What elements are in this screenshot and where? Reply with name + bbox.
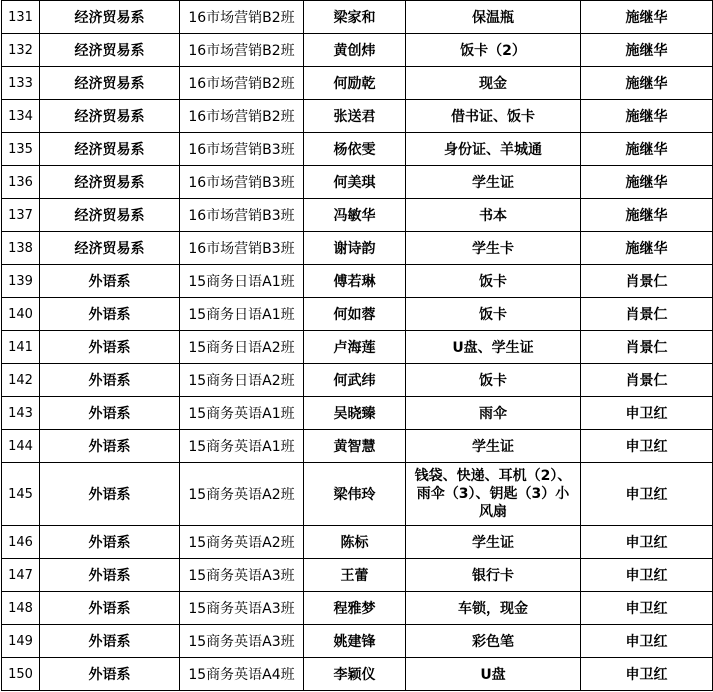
class-cell: 15商务英语A2班	[180, 526, 304, 559]
class-cell: 15商务英语A1班	[180, 397, 304, 430]
student-name-cell: 黄智慧	[304, 430, 406, 463]
teacher-cell: 肖景仁	[581, 265, 713, 298]
student-name-cell: 吴晓臻	[304, 397, 406, 430]
table-row	[2, 364, 713, 397]
department-cell: 外语系	[40, 526, 180, 559]
student-name-cell: 李颖仪	[304, 658, 406, 691]
class-cell: 16市场营销B2班	[180, 67, 304, 100]
lost-item-cell: 借书证、饭卡	[406, 100, 581, 133]
table-row	[2, 658, 713, 691]
table-row	[2, 430, 713, 463]
department-cell: 经济贸易系	[40, 166, 180, 199]
student-name-cell: 梁家和	[304, 1, 406, 34]
row-number-cell: 132	[2, 34, 40, 67]
lost-item-cell: 学生证	[406, 166, 581, 199]
class-cell: 15商务日语A1班	[180, 298, 304, 331]
student-name-cell: 程雅梦	[304, 592, 406, 625]
table-row	[2, 526, 713, 559]
lost-items-table	[1, 0, 713, 691]
lost-item-cell: 学生证	[406, 526, 581, 559]
class-cell: 15商务英语A3班	[180, 592, 304, 625]
teacher-cell: 肖景仁	[581, 331, 713, 364]
department-cell: 经济贸易系	[40, 100, 180, 133]
row-number-cell: 135	[2, 133, 40, 166]
teacher-cell: 申卫红	[581, 526, 713, 559]
row-number-cell: 137	[2, 199, 40, 232]
student-name-cell: 何励乾	[304, 67, 406, 100]
department-cell: 经济贸易系	[40, 34, 180, 67]
table-row	[2, 559, 713, 592]
row-number-cell: 134	[2, 100, 40, 133]
lost-item-cell: 彩色笔	[406, 625, 581, 658]
teacher-cell: 施继华	[581, 100, 713, 133]
row-number-cell: 144	[2, 430, 40, 463]
class-cell: 16市场营销B3班	[180, 166, 304, 199]
lost-item-cell: 现金	[406, 67, 581, 100]
lost-item-cell: 保温瓶	[406, 1, 581, 34]
table-row	[2, 1, 713, 34]
class-cell: 16市场营销B2班	[180, 1, 304, 34]
teacher-cell: 施继华	[581, 232, 713, 265]
student-name-cell: 陈标	[304, 526, 406, 559]
student-name-cell: 何美琪	[304, 166, 406, 199]
department-cell: 经济贸易系	[40, 1, 180, 34]
row-number-cell: 139	[2, 265, 40, 298]
teacher-cell: 申卫红	[581, 559, 713, 592]
department-cell: 外语系	[40, 625, 180, 658]
lost-item-cell: 银行卡	[406, 559, 581, 592]
table-row	[2, 265, 713, 298]
teacher-cell: 施继华	[581, 1, 713, 34]
row-number-cell: 147	[2, 559, 40, 592]
lost-item-cell: 雨伞	[406, 397, 581, 430]
department-cell: 外语系	[40, 463, 180, 526]
class-cell: 16市场营销B2班	[180, 100, 304, 133]
student-name-cell: 张送君	[304, 100, 406, 133]
lost-item-cell: U盘、学生证	[406, 331, 581, 364]
department-cell: 外语系	[40, 430, 180, 463]
lost-item-cell: 钱袋、快递、耳机（2）、雨伞（3）、钥匙（3）小风扇	[406, 463, 581, 526]
student-name-cell: 傅若琳	[304, 265, 406, 298]
table-row	[2, 166, 713, 199]
class-cell: 15商务英语A4班	[180, 658, 304, 691]
row-number-cell: 149	[2, 625, 40, 658]
row-number-cell: 138	[2, 232, 40, 265]
department-cell: 外语系	[40, 592, 180, 625]
student-name-cell: 姚建锋	[304, 625, 406, 658]
table-row	[2, 67, 713, 100]
class-cell: 15商务日语A1班	[180, 265, 304, 298]
lost-item-cell: 饭卡	[406, 364, 581, 397]
row-number-cell: 148	[2, 592, 40, 625]
table-row	[2, 199, 713, 232]
table-row	[2, 625, 713, 658]
student-name-cell: 王蕾	[304, 559, 406, 592]
department-cell: 经济贸易系	[40, 199, 180, 232]
lost-item-cell: 学生证	[406, 430, 581, 463]
row-number-cell: 145	[2, 463, 40, 526]
lost-item-cell: 车锁，现金	[406, 592, 581, 625]
student-name-cell: 梁伟玲	[304, 463, 406, 526]
teacher-cell: 申卫红	[581, 625, 713, 658]
student-name-cell: 卢海莲	[304, 331, 406, 364]
class-cell: 15商务日语A2班	[180, 364, 304, 397]
class-cell: 16市场营销B3班	[180, 133, 304, 166]
lost-item-cell: 身份证、羊城通	[406, 133, 581, 166]
teacher-cell: 施继华	[581, 67, 713, 100]
class-cell: 16市场营销B3班	[180, 232, 304, 265]
row-number-cell: 141	[2, 331, 40, 364]
teacher-cell: 申卫红	[581, 592, 713, 625]
table-row	[2, 592, 713, 625]
department-cell: 外语系	[40, 364, 180, 397]
teacher-cell: 施继华	[581, 34, 713, 67]
lost-item-cell: 饭卡	[406, 298, 581, 331]
student-name-cell: 黄创炜	[304, 34, 406, 67]
department-cell: 外语系	[40, 397, 180, 430]
class-cell: 15商务英语A1班	[180, 430, 304, 463]
row-number-cell: 140	[2, 298, 40, 331]
class-cell: 15商务英语A3班	[180, 625, 304, 658]
lost-item-cell: 学生卡	[406, 232, 581, 265]
table-row	[2, 100, 713, 133]
department-cell: 外语系	[40, 658, 180, 691]
student-name-cell: 冯敏华	[304, 199, 406, 232]
department-cell: 外语系	[40, 331, 180, 364]
teacher-cell: 肖景仁	[581, 364, 713, 397]
department-cell: 经济贸易系	[40, 133, 180, 166]
student-name-cell: 何如蓉	[304, 298, 406, 331]
table-row	[2, 232, 713, 265]
row-number-cell: 131	[2, 1, 40, 34]
table-row	[2, 133, 713, 166]
table-row	[2, 463, 713, 526]
department-cell: 经济贸易系	[40, 67, 180, 100]
table-row	[2, 298, 713, 331]
row-number-cell: 133	[2, 67, 40, 100]
lost-item-cell: 饭卡（2）	[406, 34, 581, 67]
student-name-cell: 何武纬	[304, 364, 406, 397]
lost-item-cell: 饭卡	[406, 265, 581, 298]
class-cell: 16市场营销B3班	[180, 199, 304, 232]
teacher-cell: 肖景仁	[581, 298, 713, 331]
department-cell: 外语系	[40, 298, 180, 331]
lost-item-cell: 书本	[406, 199, 581, 232]
row-number-cell: 146	[2, 526, 40, 559]
class-cell: 16市场营销B2班	[180, 34, 304, 67]
teacher-cell: 施继华	[581, 166, 713, 199]
department-cell: 经济贸易系	[40, 232, 180, 265]
class-cell: 15商务英语A3班	[180, 559, 304, 592]
teacher-cell: 申卫红	[581, 463, 713, 526]
table-row	[2, 331, 713, 364]
class-cell: 15商务日语A2班	[180, 331, 304, 364]
row-number-cell: 136	[2, 166, 40, 199]
class-cell: 15商务英语A2班	[180, 463, 304, 526]
row-number-cell: 142	[2, 364, 40, 397]
row-number-cell: 150	[2, 658, 40, 691]
student-name-cell: 杨依雯	[304, 133, 406, 166]
table-row	[2, 34, 713, 67]
teacher-cell: 申卫红	[581, 430, 713, 463]
table-row	[2, 397, 713, 430]
teacher-cell: 申卫红	[581, 658, 713, 691]
student-name-cell: 谢诗韵	[304, 232, 406, 265]
teacher-cell: 申卫红	[581, 397, 713, 430]
lost-item-cell: U盘	[406, 658, 581, 691]
row-number-cell: 143	[2, 397, 40, 430]
department-cell: 外语系	[40, 559, 180, 592]
teacher-cell: 施继华	[581, 133, 713, 166]
department-cell: 外语系	[40, 265, 180, 298]
table-body	[2, 1, 713, 691]
teacher-cell: 施继华	[581, 199, 713, 232]
